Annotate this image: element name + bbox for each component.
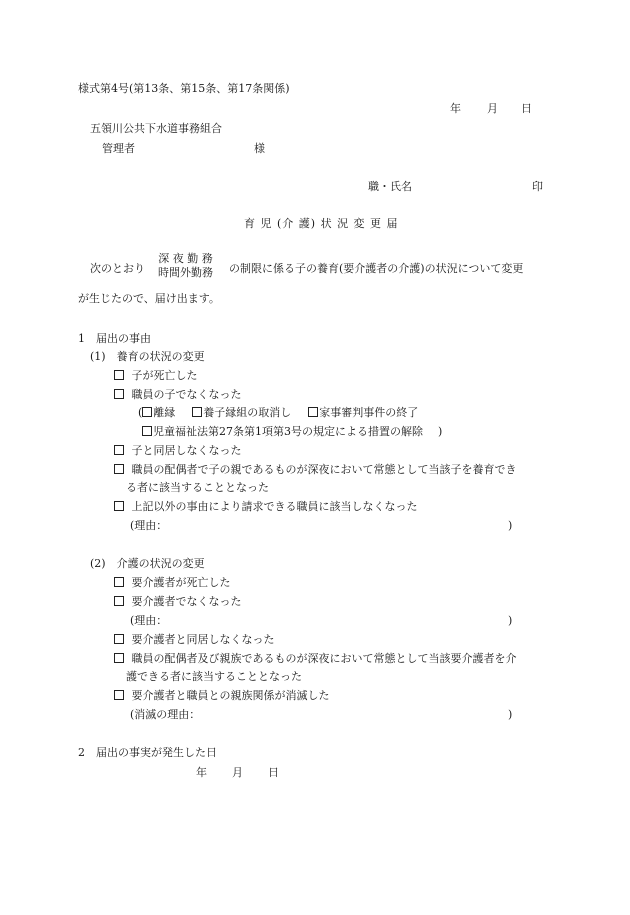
checkbox-row-not-living bbox=[114, 444, 242, 458]
document-title: 育 児 (介 護) 状 況 変 更 届 bbox=[244, 217, 399, 230]
checkbox-label: 職員の配偶者及び親族であるものが深夜において常態として当該要介護者を介 bbox=[131, 652, 517, 665]
checkbox-row-spouse bbox=[114, 463, 517, 477]
extinction-reason-close: ) bbox=[508, 708, 513, 721]
date-month-label: 月 bbox=[487, 102, 498, 115]
checkbox-label: 職員の配偶者で子の親であるものが深夜において常態として当該子を養育でき bbox=[131, 463, 517, 476]
checkbox[interactable] bbox=[142, 426, 152, 436]
paren-open: ( bbox=[138, 406, 143, 419]
date-day-label: 日 bbox=[521, 102, 532, 115]
checkbox[interactable] bbox=[114, 501, 124, 511]
occurrence-day-label: 日 bbox=[268, 766, 279, 779]
checkbox-row-relation-ended bbox=[114, 689, 330, 703]
reason-close: ) bbox=[508, 614, 513, 627]
option-family-court: 家事審判事件の終了 bbox=[319, 406, 419, 419]
checkbox[interactable] bbox=[192, 407, 202, 417]
checkbox[interactable] bbox=[114, 634, 124, 644]
organization-name: 五領川公共下水道事務組合 bbox=[90, 122, 222, 135]
request-type-options bbox=[158, 252, 213, 280]
paren-close: ) bbox=[438, 425, 443, 438]
occurrence-month-label: 月 bbox=[232, 766, 243, 779]
section1-heading: 1 届出の事由 bbox=[78, 332, 151, 345]
intro-prefix: 次のとおり bbox=[90, 262, 145, 275]
form-number: 様式第4号(第13条、第15条、第17条関係) bbox=[78, 82, 290, 95]
checkbox[interactable] bbox=[114, 653, 124, 663]
spouse-line2: る者に該当することとなった bbox=[126, 481, 269, 494]
spouse-relatives-line2: 護できる者に該当することとなった bbox=[126, 670, 302, 683]
checkbox-label: 職員の子でなくなった bbox=[131, 388, 242, 401]
option-child-welfare: 児童福祉法第27条第1項第3号の規定による措置の解除 bbox=[153, 425, 423, 438]
checkbox-label: 要介護者でなくなった bbox=[131, 595, 242, 608]
intro-line1: の制限に係る子の養育(要介護者の介護)の状況について変更 bbox=[229, 262, 524, 275]
option-overtime: 時間外勤務 bbox=[158, 266, 213, 279]
reason-label: (理由： bbox=[130, 614, 168, 627]
checkbox[interactable] bbox=[114, 596, 124, 606]
checkbox-label: 要介護者と職員との親族関係が消滅した bbox=[131, 689, 330, 702]
checkbox[interactable] bbox=[142, 407, 152, 417]
checkbox-label: 要介護者と同居しなくなった bbox=[131, 633, 275, 646]
checkbox-label: 子が死亡した bbox=[131, 369, 198, 382]
addressee-title: 管理者 bbox=[102, 142, 135, 155]
checkbox-row-carereceiver-not-living bbox=[114, 633, 275, 647]
extinction-reason-label: (消滅の理由： bbox=[130, 708, 201, 721]
checkbox[interactable] bbox=[114, 690, 124, 700]
checkbox-label: 上記以外の事由により請求できる職員に該当しなくなった bbox=[131, 500, 418, 513]
checkbox[interactable] bbox=[114, 464, 124, 474]
checkbox-row-other bbox=[114, 500, 418, 514]
position-name-label: 職・氏名 bbox=[368, 180, 412, 193]
checkbox-row-carereceiver-died bbox=[114, 576, 231, 590]
checkbox-row-not-needed bbox=[114, 595, 242, 609]
sub-options-row1 bbox=[138, 406, 418, 420]
option-night-work: 深 夜 勤 務 bbox=[158, 252, 213, 265]
checkbox-label: 子と同居しなくなった bbox=[131, 444, 242, 457]
section1-sub1-heading: (1) 養育の状況の変更 bbox=[90, 350, 205, 363]
honorific: 様 bbox=[254, 142, 265, 155]
checkbox[interactable] bbox=[114, 370, 124, 380]
occurrence-year-label: 年 bbox=[196, 766, 207, 779]
sub-options-row2 bbox=[142, 425, 442, 439]
section2-heading: 2 届出の事実が発生した日 bbox=[78, 746, 217, 759]
seal-mark: 印 bbox=[532, 180, 543, 193]
section1-sub2-heading: (2) 介護の状況の変更 bbox=[90, 557, 205, 570]
checkbox-row-spouse-relatives bbox=[114, 652, 517, 666]
option-adoption-cancel: 養子縁組の取消し bbox=[203, 406, 292, 419]
checkbox-row-not-child bbox=[114, 388, 242, 402]
checkbox[interactable] bbox=[114, 445, 124, 455]
option-divorce: 離縁 bbox=[153, 406, 176, 419]
intro-line2: が生じたので、届け出ます。 bbox=[78, 292, 220, 305]
date-year-label: 年 bbox=[450, 102, 461, 115]
checkbox[interactable] bbox=[308, 407, 318, 417]
checkbox[interactable] bbox=[114, 577, 124, 587]
checkbox-label: 要介護者が死亡した bbox=[131, 576, 231, 589]
checkbox-row-child-died bbox=[114, 369, 198, 383]
reason-close: ) bbox=[508, 519, 513, 532]
reason-label: (理由： bbox=[130, 519, 168, 532]
checkbox[interactable] bbox=[114, 389, 124, 399]
